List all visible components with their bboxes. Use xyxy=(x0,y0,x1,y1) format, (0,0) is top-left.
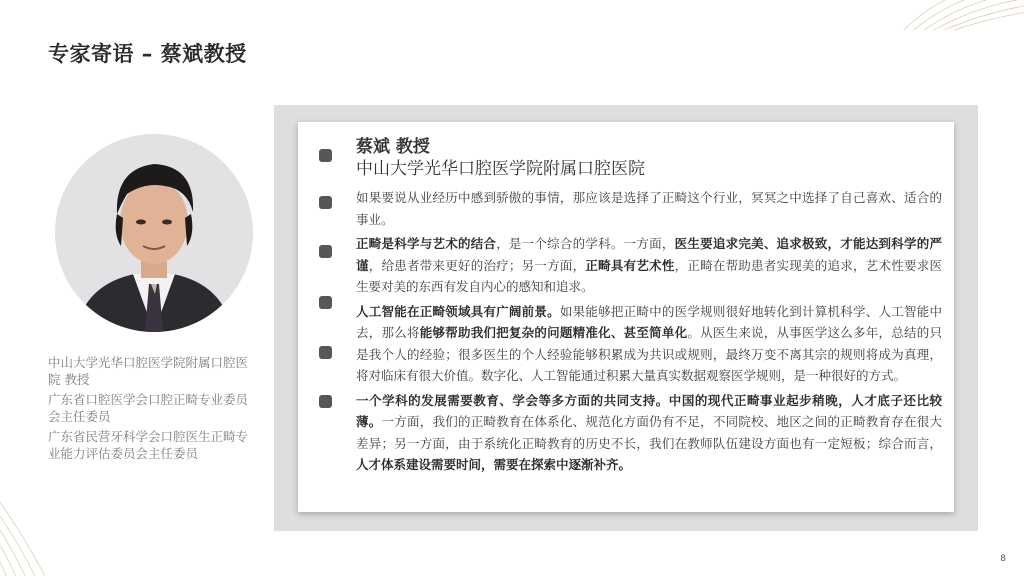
page-title: 专家寄语 – 蔡斌教授 xyxy=(48,42,247,66)
bold-span: 人工智能在正畸领域具有广阔前景。 xyxy=(356,303,560,319)
text-span: 一方面，我们的正畸教育在体系化、规范化方面仍有不足，不同院校、地区之间的正畸教育存在很大差异；另一方面，由于系统化正畸教育的历史不长，我们在教师队伍建设方面也有一定短板；综合而言， xyxy=(356,414,942,451)
bold-span: 能够帮助我们把复杂的问题精准化、甚至简单化 xyxy=(419,325,688,340)
quote-paragraph-4 xyxy=(356,390,942,476)
bio-line: 中山大学光华口腔医学院附属口腔医院 教授 xyxy=(48,355,249,387)
text-span: 如果要说从业经历中感到骄傲的事情，那应该是选择了正畸这个行业，冥冥之中选择了自己喜欢、适合的事业。 xyxy=(356,190,942,227)
bullet-icon xyxy=(319,149,332,162)
quote-content xyxy=(356,136,942,479)
text-span: 如果能够把正畸中的医学规则很好地转化到计算机科学、人工智能中去，那么将 xyxy=(356,303,942,340)
bio-line: 广东省民营牙科学会口腔医生正畸专业能力评估委员会主任委员 xyxy=(48,429,249,461)
text-span: 。从医生来说，从事医学这么多年，总结的只是我个人的经验；很多医生的个人经验能够积累成为共识或规则，最终万变不离其宗的规则将成为真理，将对临床有很大价值。数字化、人工智能通过积累大量真实数据观察医学规则，是一种很好的方式。 xyxy=(356,325,942,383)
quote-card xyxy=(298,122,954,512)
bullet-icon xyxy=(319,296,332,309)
text-span: ，是一个综合的学科。一方面， xyxy=(496,236,675,251)
bio-block xyxy=(48,354,258,465)
speaker-name: 蔡斌 教授 xyxy=(356,137,430,157)
bold-span: 正畸具有艺术性 xyxy=(585,257,675,273)
quote-paragraph-3 xyxy=(356,301,942,387)
gold-leaf-decoration-top xyxy=(894,0,1024,30)
speaker-organization: 中山大学光华口腔医学院附属口腔医院 xyxy=(356,159,645,179)
bold-span: 正畸是科学与艺术的结合 xyxy=(356,236,497,251)
gold-leaf-decoration-bottom xyxy=(0,466,50,576)
bullet-icon xyxy=(319,346,332,359)
quote-paragraph-2 xyxy=(356,233,942,298)
bio-line: 广东省口腔医学会口腔正畸专业委员会主任委员 xyxy=(48,392,249,424)
text-span: ，正畸在帮助患者实现美的追求，艺术性要求医生要对美的东西有发自内心的感知和追求。 xyxy=(356,257,942,294)
page-number: 8 xyxy=(1000,554,1006,564)
professor-photo xyxy=(55,134,253,332)
bullet-icon xyxy=(319,196,332,209)
bullet-icon xyxy=(319,245,332,258)
bold-span: 人才体系建设需要时间，需要在探索中逐渐补齐。 xyxy=(356,457,632,472)
quote-paragraph-1 xyxy=(356,187,942,230)
bold-span: 一个学科的发展需要教育、学会等多方面的共同支持。中国的现代正畸事业起步稍晚，人才底子还比较薄。 xyxy=(356,392,942,429)
bold-span: 医生要追求完美、追求极致，才能达到科学的严谨 xyxy=(356,236,942,273)
bullet-icon xyxy=(319,395,332,408)
text-span: ，给患者带来更好的治疗；另一方面， xyxy=(368,257,586,273)
